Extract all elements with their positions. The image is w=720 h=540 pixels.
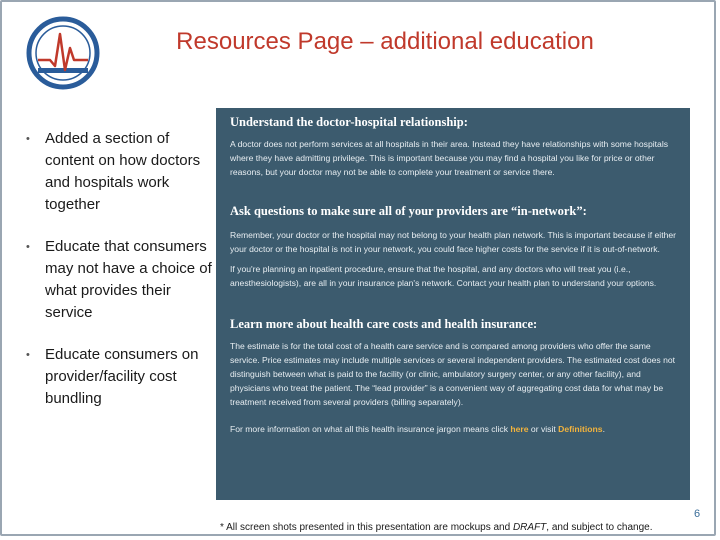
section-heading: Understand the doctor-hospital relationship: — [230, 115, 468, 129]
bullet-list — [26, 128, 216, 430]
section-doctor-hospital — [230, 114, 678, 179]
bullet-item: • Educate that consumers may not have a choice of what provides their service — [26, 236, 216, 324]
footnote-emphasis: DRAFT — [512, 522, 547, 533]
more-info-mid: or visit — [528, 424, 559, 434]
footnote-prefix: * All screen shots presented in this presentation are mockups and — [220, 522, 513, 533]
footnote-suffix: , and subject to change. — [546, 522, 653, 533]
heartbeat-logo-icon — [26, 16, 100, 90]
more-info-suffix: . — [602, 424, 605, 434]
section-heading: Ask questions to make sure all of your providers are “in-network”: — [230, 204, 587, 218]
title-separator: – — [353, 28, 381, 55]
definitions-link[interactable]: Definitions — [558, 424, 603, 434]
more-info-prefix: For more information on what all this health insurance jargon means click — [230, 424, 511, 434]
here-link[interactable]: here — [510, 424, 529, 434]
section-body: Remember, your doctor or the hospital may not belong to your health plan network. This is important because if either your doctor or the hospital is not in your network, you could face higher costs for the service if it is out-of-network. — [230, 230, 676, 254]
footnote — [220, 522, 652, 533]
resources-panel-screenshot — [216, 108, 690, 500]
more-info-line — [230, 422, 678, 436]
bullet-item: • Educate consumers on provider/facility cost bundling — [26, 344, 216, 410]
title-rest: additional education — [380, 28, 594, 55]
section-in-network — [230, 203, 678, 290]
page-title — [110, 28, 660, 56]
page-number: 6 — [694, 508, 701, 520]
section-heading: Learn more about health care costs and health insurance: — [230, 317, 538, 331]
section-body: The estimate is for the total cost of a health care service and is compared among providers who offer the same service. Price estimates may include multiple services or several independent providers. The estimated cost does not distinguish between what is paid to the facility (or clinic, ambulatory surgery center, or any other facility), and physicians who treat the patient. The “lead provider” is a convenient way of aggregating cost data for what may be treatment received from several providers (billing separately). — [230, 341, 676, 407]
section-costs — [230, 316, 678, 436]
title-bold: Resources Page — [176, 28, 354, 55]
section-body: A doctor does not perform services at all hospitals in their area. Instead they have relationships with some hospitals where they have admitting privilege. This is important because you may find a hospital you like for price or other reasons, but your doctor may not be able to complete your treatment or service there. — [230, 139, 669, 177]
section-body: If you're planning an inpatient procedure, ensure that the hospital, and any doctors who will treat you (i.e., anesthesiologists), are all in your insurance plan's network. Contact your health plan to understand your options. — [230, 264, 657, 288]
bullet-item: • Added a section of content on how doctors and hospitals work together — [26, 128, 216, 216]
